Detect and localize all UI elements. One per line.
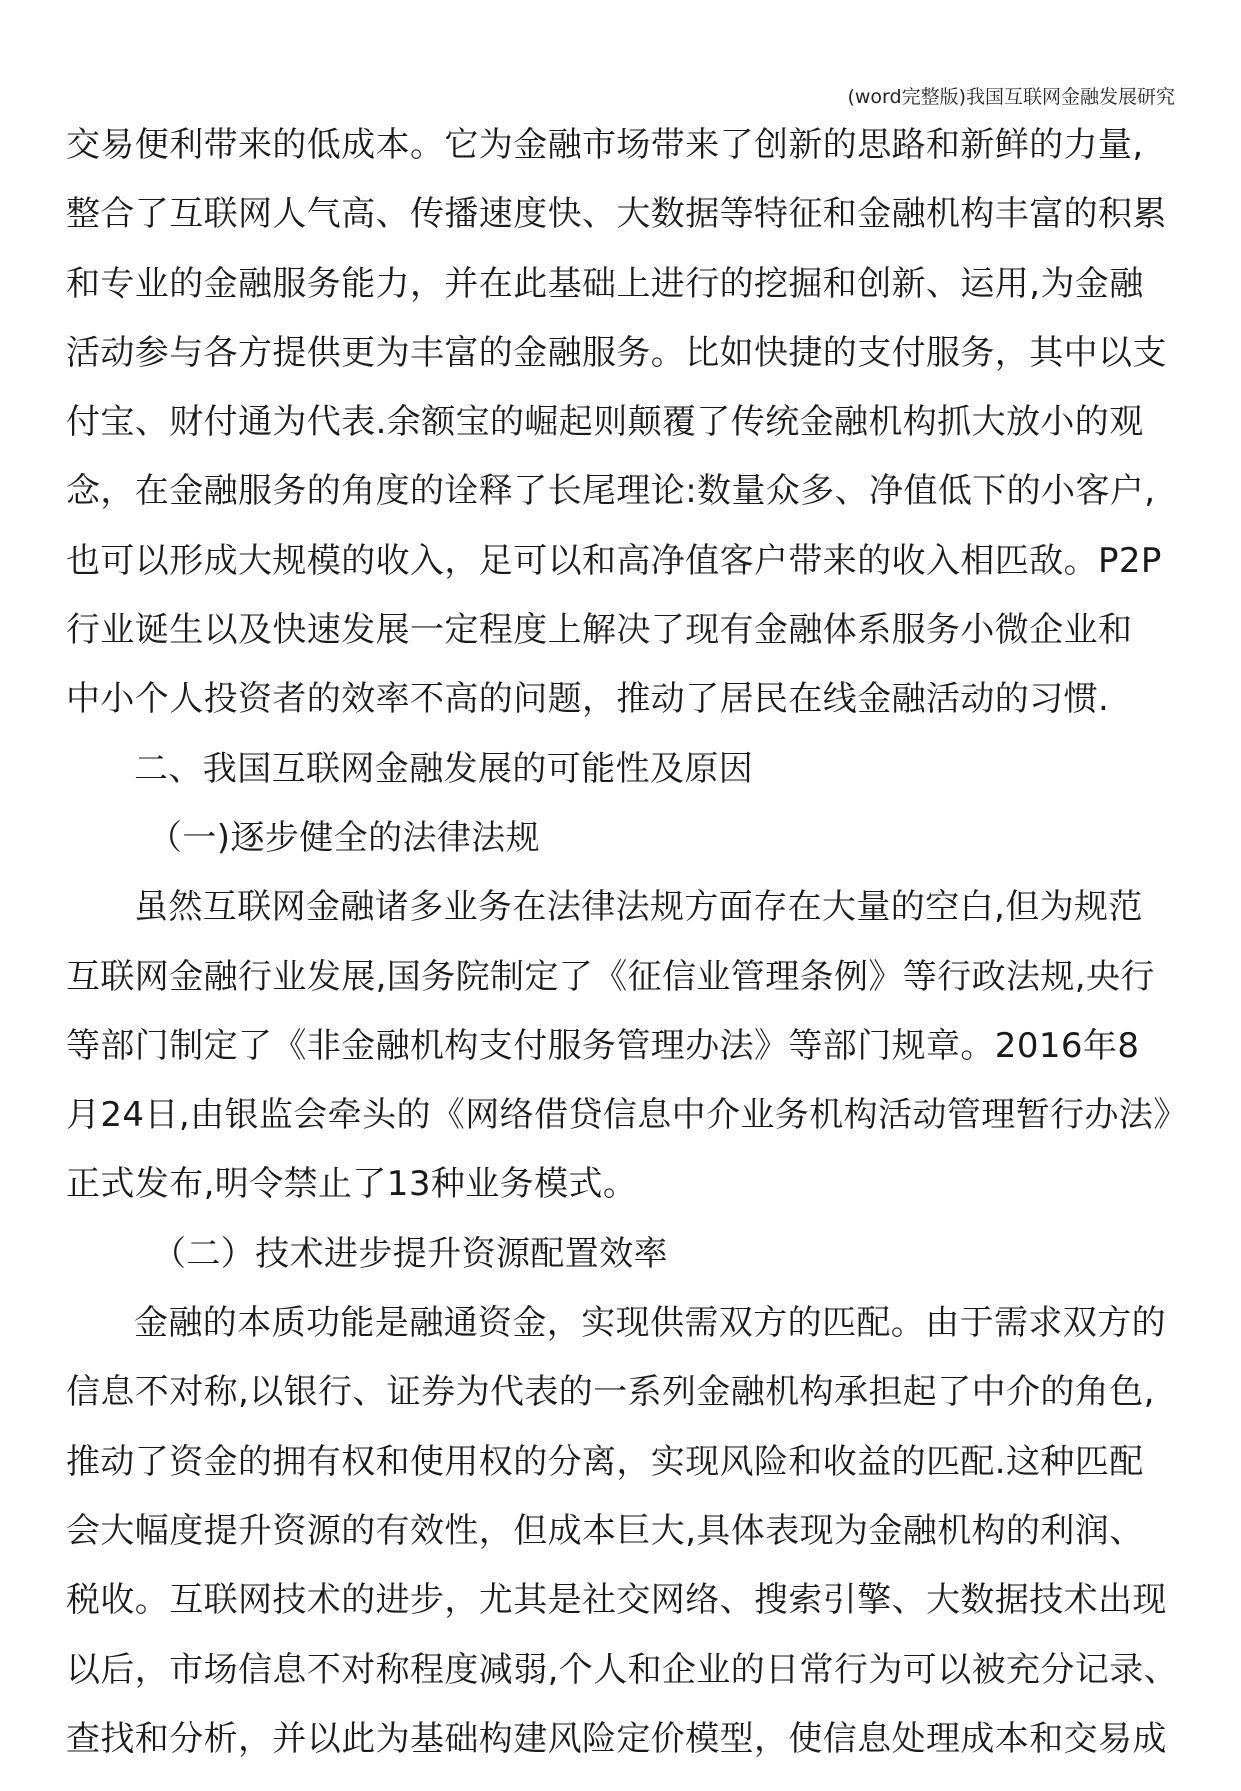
body-line: 和专业的金融服务能力，并在此基础上进行的挖掘和创新、运用,为金融 [66, 263, 1144, 304]
body-line: 中小个人投资者的效率不高的问题，推动了居民在线金融活动的习惯. [66, 679, 1110, 720]
body-line: 整合了互联网人气高、传播速度快、大数据等特征和金融机构丰富的积累 [66, 194, 1167, 235]
subsection-heading: （一)逐步健全的法律法规 [148, 817, 541, 858]
body-line: 月24日,由银监会牵头的《网络借贷信息中介业务机构活动管理暂行办法》 [66, 1095, 1188, 1136]
paragraph-first-line: 虽然互联网金融诸多业务在法律法规方面存在大量的空白,但为规范 [134, 887, 1143, 928]
body-line: 税收。互联网技术的进步，尤其是社交网络、搜索引擎、大数据技术出现 [66, 1580, 1167, 1621]
body-line: 活动参与各方提供更为丰富的金融服务。比如快捷的支付服务，其中以支 [66, 332, 1167, 373]
body-line: 念，在金融服务的角度的诠释了长尾理论:数量众多、净值低下的小客户, [66, 471, 1156, 512]
body-line: 正式发布,明令禁止了13种业务模式。 [66, 1164, 638, 1205]
body-line: 行业诞生以及快速发展一定程度上解决了现有金融体系服务小微企业和 [66, 610, 1133, 651]
body-line: 以后，市场信息不对称程度减弱,个人和企业的日常行为可以被充分记录、 [66, 1649, 1179, 1690]
body-line: 也可以形成大规模的收入，足可以和高净值客户带来的收入相匹敌。P2P [66, 540, 1162, 581]
paragraph-first-line: 金融的本质功能是融通资金，实现供需双方的匹配。由于需求双方的 [134, 1303, 1166, 1344]
body-line: 交易便利带来的低成本。它为金融市场带来了创新的思路和新鲜的力量, [66, 125, 1144, 165]
section-heading: 二、我国互联网金融发展的可能性及原因 [134, 748, 754, 789]
body-line: 查找和分析，并以此为基础构建风险定价模型，使信息处理成本和交易成 [66, 1718, 1167, 1759]
running-header: (word完整版)我国互联网金融发展研究 [847, 86, 1175, 108]
body-line: 互联网金融行业发展,国务院制定了《征信业管理条例》等行政法规,央行 [66, 956, 1155, 997]
body-line: 推动了资金的拥有权和使用权的分离，实现风险和收益的匹配.这种匹配 [66, 1441, 1144, 1482]
body-line: 等部门制定了《非金融机构支付服务管理办法》等部门规章。2016年8 [66, 1025, 1140, 1066]
subsection-heading: （二）技术进步提升资源配置效率 [152, 1233, 668, 1274]
body-line: 信息不对称,以银行、证券为代表的一系列金融机构承担起了中介的角色, [66, 1372, 1155, 1413]
body-line: 付宝、财付通为代表.余额宝的崛起则颠覆了传统金融机构抓大放小的观 [66, 402, 1144, 443]
body-line: 会大幅度提升资源的有效性，但成本巨大,具体表现为金融机构的利润、 [66, 1510, 1144, 1551]
document-body [66, 125, 1188, 1791]
